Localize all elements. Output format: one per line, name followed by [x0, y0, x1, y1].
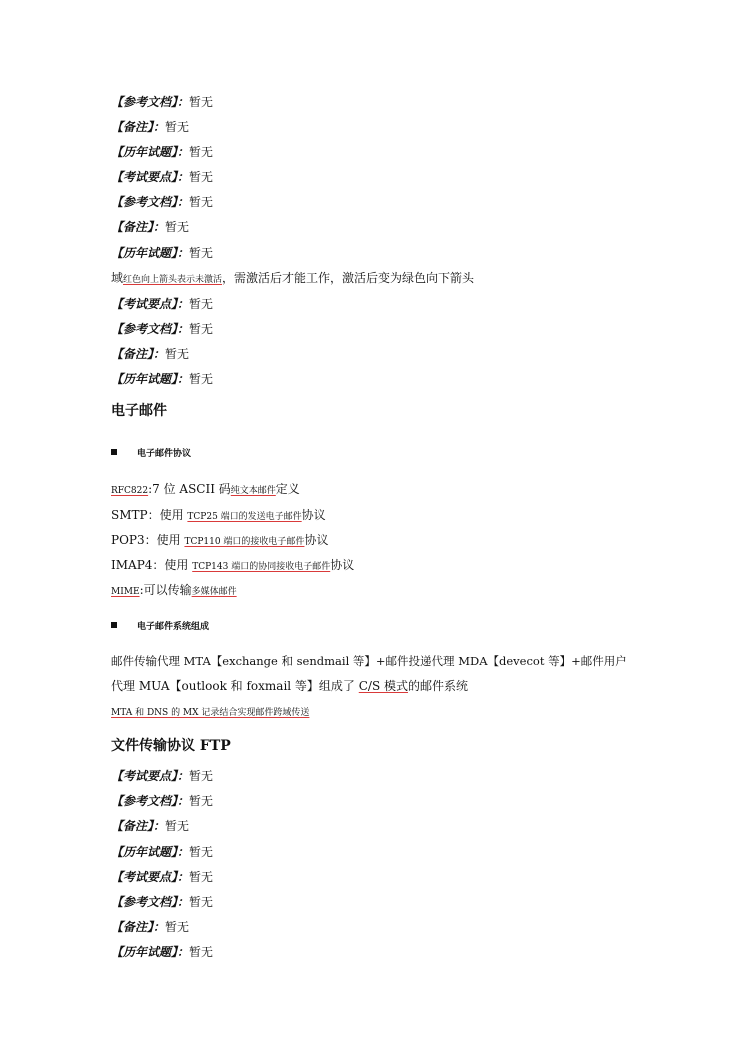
subsection-heading-protocols [111, 447, 191, 461]
field-label: 【考试要点】： [111, 170, 190, 184]
field-label: 【备注】： [111, 819, 166, 833]
field-label: 【历年试题】： [111, 945, 190, 959]
field-value: 暂无 [189, 246, 214, 260]
field-value: 暂无 [165, 347, 190, 361]
section-heading-ftp: 文件传输协议 FTP [111, 738, 231, 754]
note-rest: ，需激活后才能工作，激活后变为绿色向下箭头 [222, 271, 475, 285]
system-text: 代理 MUA【outlook 和 foxmail 等】组成了 [111, 679, 359, 693]
system-line-1: 邮件传输代理 MTA【exchange 和 sendmail 等】+邮件投递代理 MDA【devecot 等】+邮件用户 [111, 654, 627, 668]
field-value: 暂无 [189, 870, 214, 884]
field-row [111, 194, 213, 210]
field-value: 暂无 [189, 195, 214, 209]
field-row [111, 245, 213, 261]
protocol-suffix: 协议 [330, 558, 355, 572]
field-value: 暂无 [165, 220, 190, 234]
field-row [111, 919, 189, 935]
field-label: 【备注】： [111, 347, 166, 361]
field-row [111, 768, 213, 784]
system-line-2 [111, 678, 468, 694]
protocol-line [111, 532, 328, 550]
field-row [111, 321, 213, 337]
note-highlight: 红色向上箭头表示未激活 [123, 275, 223, 285]
protocol-line [111, 557, 354, 575]
subsection-heading-system [111, 620, 209, 634]
field-row [111, 169, 213, 185]
field-label: 【考试要点】： [111, 769, 190, 783]
field-label: 【参考文档】： [111, 322, 190, 336]
field-value: 暂无 [165, 819, 190, 833]
field-row [111, 944, 213, 960]
field-label: 【备注】： [111, 120, 166, 134]
field-label: 【历年试题】： [111, 845, 190, 859]
field-value: 暂无 [189, 794, 214, 808]
field-row [111, 371, 213, 387]
section-heading-email: 电子邮件 [111, 403, 167, 419]
field-row [111, 793, 213, 809]
square-bullet-icon [111, 622, 117, 628]
field-value: 暂无 [189, 170, 214, 184]
field-value: 暂无 [165, 120, 190, 134]
protocol-name: MIME [111, 587, 140, 597]
field-label: 【备注】： [111, 220, 166, 234]
field-value: 暂无 [189, 95, 214, 109]
protocol-name: SMTP：使用 [111, 508, 188, 522]
subsection-title: 电子邮件系统组成 [137, 622, 210, 632]
system-note: MTA 和 DNS 的 MX 记录结合实现邮件跨域传送 [111, 708, 310, 718]
protocol-highlight: TCP25 端口的发送电子邮件 [187, 512, 302, 522]
field-label: 【考试要点】： [111, 297, 190, 311]
protocol-suffix: 协议 [304, 533, 329, 547]
protocol-suffix: 协议 [301, 508, 326, 522]
field-label: 【参考文档】： [111, 95, 190, 109]
field-row [111, 844, 213, 860]
field-row [111, 818, 189, 834]
protocol-line [111, 481, 300, 499]
field-label: 【参考文档】： [111, 195, 190, 209]
field-value: 暂无 [189, 322, 214, 336]
subsection-title: 电子邮件协议 [137, 449, 192, 459]
field-row [111, 144, 213, 160]
field-value: 暂无 [189, 372, 214, 386]
field-row [111, 296, 213, 312]
field-label: 【参考文档】： [111, 794, 190, 808]
protocol-highlight: 多媒体邮件 [191, 587, 237, 597]
field-row [111, 119, 189, 135]
field-label: 【历年试题】： [111, 246, 190, 260]
field-value: 暂无 [165, 920, 190, 934]
field-value: 暂无 [189, 297, 214, 311]
system-highlight: C/S 模式 [358, 679, 409, 693]
field-value: 暂无 [189, 945, 214, 959]
protocol-line [111, 507, 326, 525]
field-label: 【历年试题】： [111, 145, 190, 159]
note-prefix: 域 [111, 271, 124, 285]
protocol-name: POP3：使用 [111, 533, 185, 547]
protocol-line [111, 582, 237, 600]
protocol-suffix: 定义 [275, 482, 300, 496]
protocol-highlight: TCP110 端口的接收电子邮件 [184, 537, 305, 547]
field-row [111, 869, 213, 885]
field-row [111, 219, 189, 235]
field-row [111, 894, 213, 910]
field-row [111, 94, 213, 110]
protocol-text: :7 位 ASCII 码 [148, 482, 231, 496]
field-label: 【参考文档】： [111, 895, 190, 909]
field-value: 暂无 [189, 145, 214, 159]
protocol-name: IMAP4：使用 [111, 558, 193, 572]
protocol-text: :可以传输 [139, 583, 192, 597]
protocol-highlight: 纯文本邮件 [230, 486, 276, 496]
field-value: 暂无 [189, 895, 214, 909]
protocol-highlight: TCP143 端口的协同接收电子邮件 [192, 562, 331, 572]
note-line [111, 270, 474, 288]
field-value: 暂无 [189, 769, 214, 783]
system-text-end: 的邮件系统 [408, 679, 469, 693]
field-value: 暂无 [189, 845, 214, 859]
field-label: 【考试要点】： [111, 870, 190, 884]
field-label: 【备注】： [111, 920, 166, 934]
square-bullet-icon [111, 449, 117, 455]
protocol-name: RFC822 [111, 486, 149, 496]
field-row [111, 346, 189, 362]
field-label: 【历年试题】： [111, 372, 190, 386]
